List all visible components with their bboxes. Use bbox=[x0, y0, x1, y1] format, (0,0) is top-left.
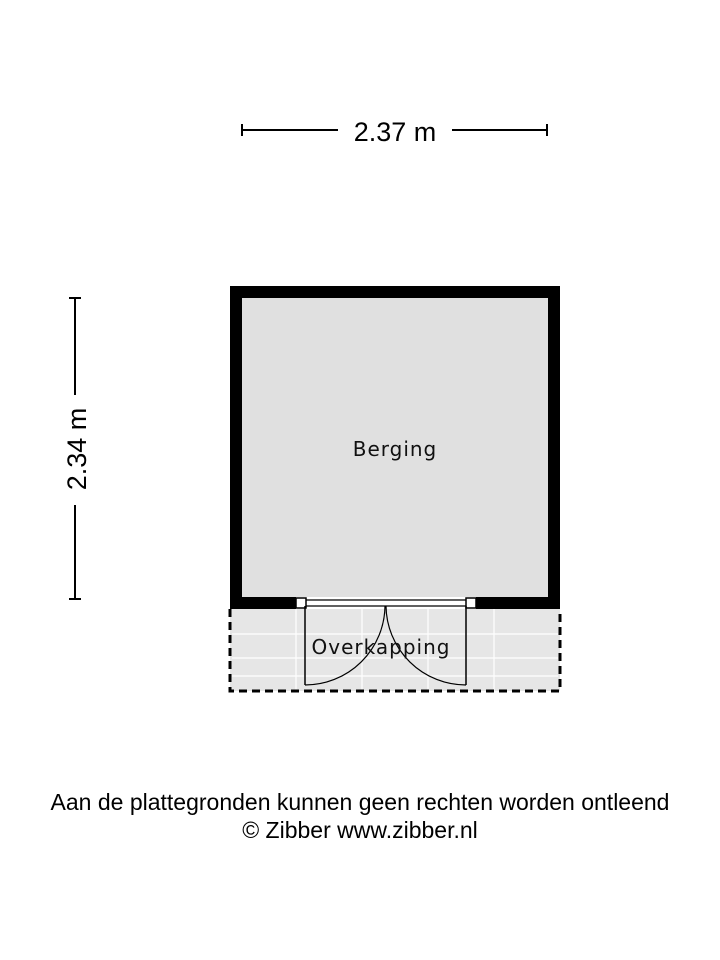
room-label-storage: Berging bbox=[352, 437, 438, 461]
copyright-text: © Zibber www.zibber.nl bbox=[242, 817, 478, 843]
width-dimension-label: 2.37 m bbox=[353, 117, 437, 147]
disclaimer-text: Aan de plattegronden kunnen geen rechten worden ontleend bbox=[50, 789, 670, 815]
depth-dimension bbox=[62, 298, 92, 599]
width-dimension bbox=[242, 117, 547, 147]
room-label-porch: Overkapping bbox=[311, 635, 451, 659]
depth-dimension-label: 2.34 m bbox=[62, 407, 92, 491]
